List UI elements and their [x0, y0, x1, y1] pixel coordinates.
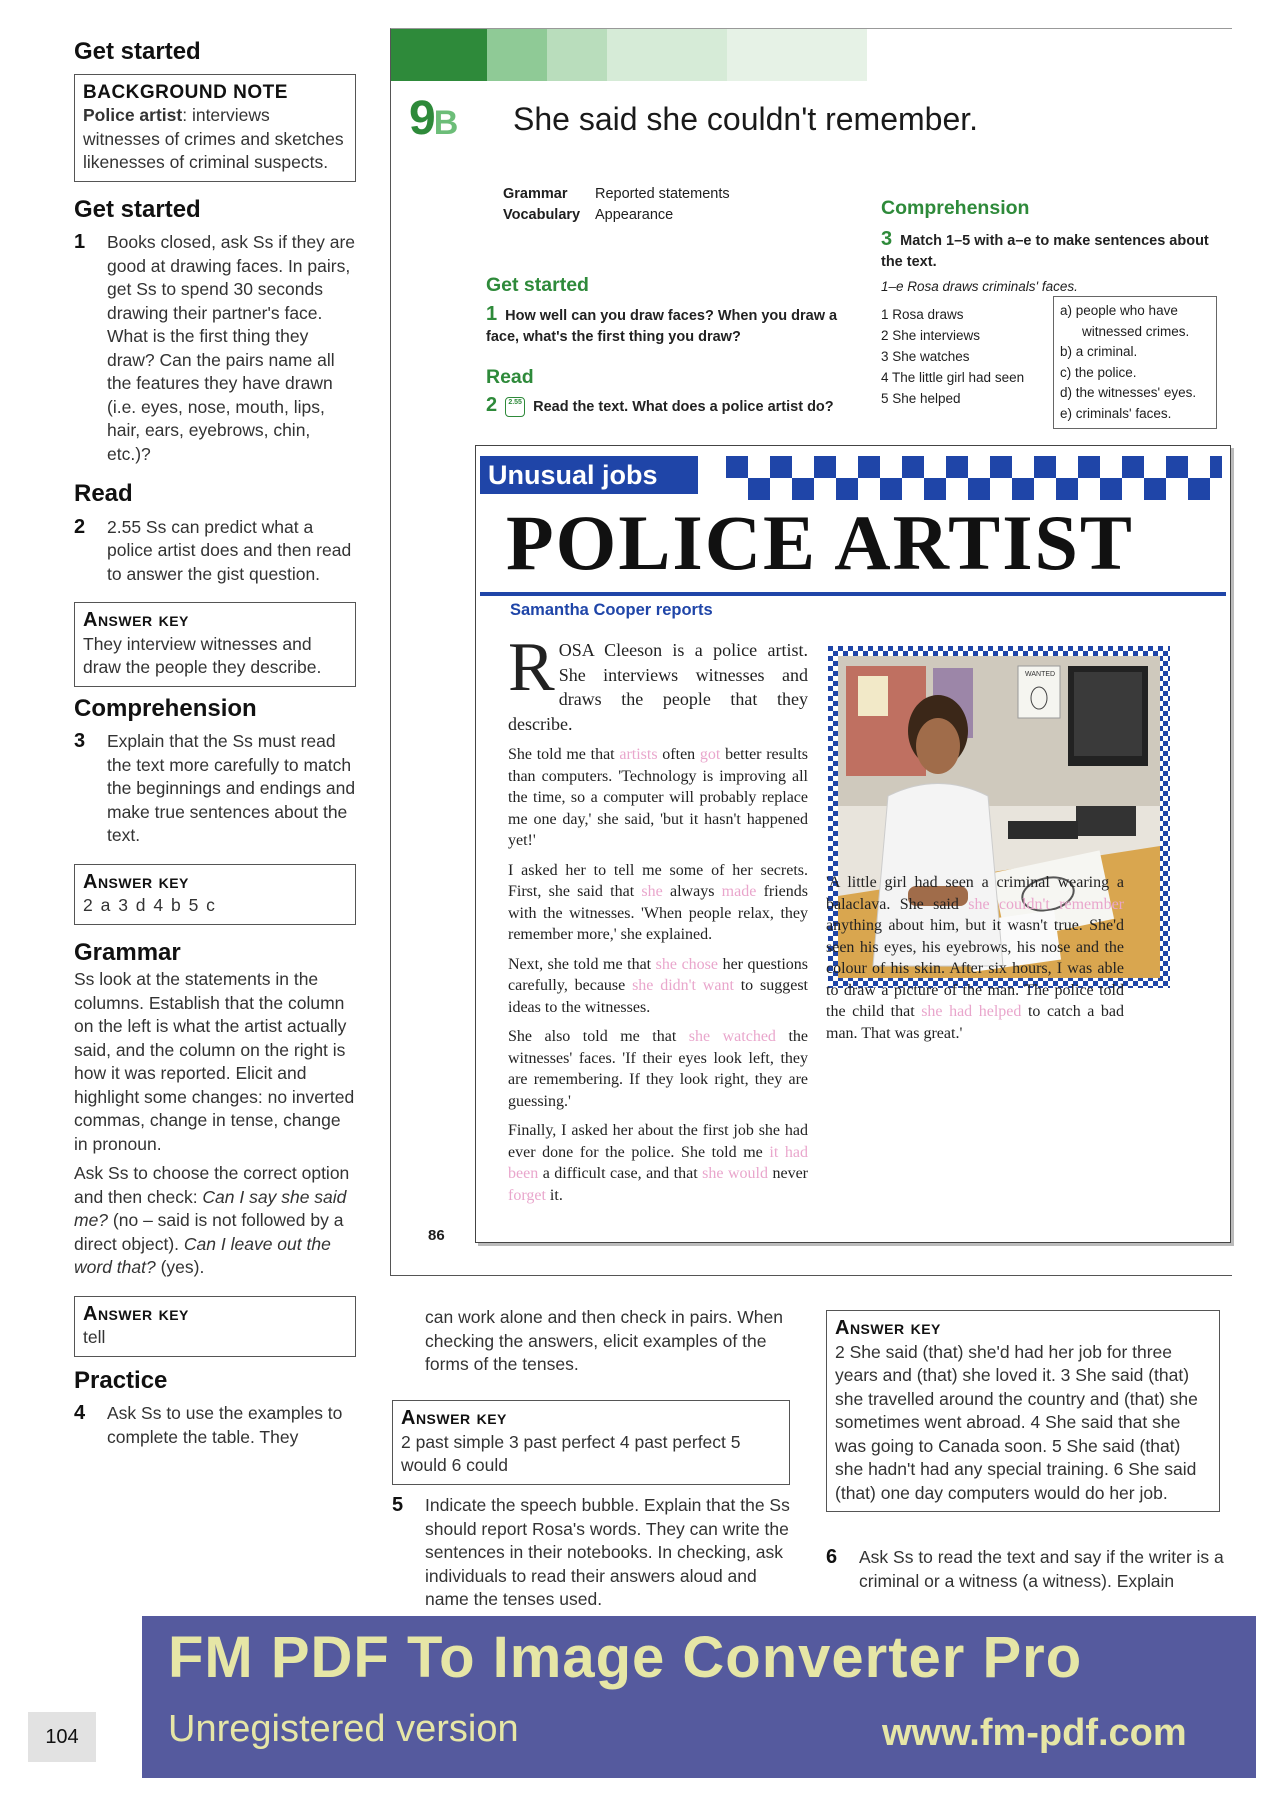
watermark-url: www.fm-pdf.com — [882, 1712, 1187, 1754]
numbered-note — [74, 516, 356, 587]
watermark-banner — [142, 1616, 1256, 1778]
numbered-note — [74, 730, 356, 848]
list-item: e) criminals' faces. — [1060, 405, 1172, 421]
list-item: c) the police. — [1060, 364, 1137, 380]
box-title: BACKGROUND NOTE — [83, 81, 288, 103]
watermark-subtitle: Unregistered version — [168, 1708, 519, 1750]
section-heading: Get started — [74, 195, 201, 223]
list-item: 2 She interviews — [881, 328, 981, 343]
question-1: 1 How well can you draw faces? When you draw a face, what's the first thing you draw? — [486, 303, 838, 345]
note-text: Ask Ss to choose the correct option and then check: Can I say she said me? (no – said is not followed by a direct object). Can I leave out the word that? (yes). — [74, 1163, 350, 1277]
match-list-beginnings — [881, 304, 1024, 409]
article-headline: POLICE ARTIST — [506, 499, 1134, 586]
note-number: 1 — [74, 231, 86, 253]
section-heading: Comprehension — [881, 197, 1030, 219]
note-number: 3 — [74, 730, 86, 752]
article-paragraph: She told me that artists often got better results than computers. 'Technology is improving all the time, so a computer will probably replace me one day,' she said, 'but it hasn't happened yet!' — [508, 746, 808, 849]
box-text: 2 a 3 d 4 b 5 c — [83, 895, 217, 915]
numbered-note — [74, 231, 356, 466]
numbered-note: 5 Indicate the speech bubble. Explain that the Ss should report Rosa's words. They can write the sentences in their notebooks. In checking, ask individuals to read their answers aloud and name the tenses used. — [392, 1494, 790, 1609]
question-3: 3 Match 1–5 with a–e to make sentences about the text. — [881, 228, 1209, 270]
lesson-title: She said she couldn't remember. — [513, 101, 979, 137]
teacher-notes-column — [74, 40, 356, 1449]
section-heading: Read — [486, 366, 534, 388]
list-item: 1 Rosa draws — [881, 307, 964, 322]
note-text: Ss look at the statements in the columns. Establish that the column on the left is what the artist actually said, and the column on the right is how it was reported. Elicit and highlight some changes: no inverted commas, change in tense, change in pronoun. — [74, 969, 355, 1154]
section-heading: Comprehension — [74, 694, 257, 722]
article-column-left — [508, 629, 809, 1214]
article-category-label: Unusual jobs — [480, 456, 698, 494]
match-list-endings — [1053, 296, 1217, 429]
header-color-bar — [391, 29, 1233, 81]
divider — [480, 592, 1226, 596]
box-text: 2 She said (that) she'd had her job for three years and (that) she loved it. 3 She said (that) she travelled around the country and (that) she sometimes went abroad. 4 She said that she was going to Canada soon. 5 She said (that) she hadn't had any special training. 6 She said (that) one day computers would do her job. — [835, 1341, 1198, 1503]
box-title: Answer key — [83, 609, 189, 631]
article-column-right — [826, 872, 1124, 1052]
article-lead: ROSA Cleeson is a police artist. She interviews witnesses and draws the people that they describe. — [508, 629, 808, 734]
answer-key-box — [74, 864, 356, 925]
list-item: d) the witnesses' eyes. — [1060, 385, 1197, 400]
unit-number: 9B — [409, 92, 457, 145]
list-item: 3 She watches — [881, 349, 970, 364]
box-title: Answer key — [83, 1302, 189, 1325]
section-heading: Get started — [74, 38, 201, 65]
box-text: They interview witnesses and draw the people they describe. — [83, 633, 322, 677]
note-text: 2.55 Ss can predict what a police artist does and then read to answer the gist question. — [107, 516, 352, 584]
note-text: Explain that the Ss must read the text more carefully to match the beginnings and endings and make true sentences about the text. — [107, 731, 356, 845]
section-heading: Practice — [74, 1366, 168, 1394]
list-item: 5 She helped — [881, 391, 961, 406]
note-number: 2 — [74, 515, 86, 538]
note-text: Ask Ss to use the examples to complete the table. They — [107, 1403, 343, 1447]
article-paragraph: 'A little girl had seen a criminal wearing a balaclava. She said she couldn't remember anything about him, but it wasn't true. She'd seen his eyes, his eyebrows, his nose and the colour of his skin. After six hours, I was able to draw a picture of the man. The police told the child that she had helped to catch a bad man. That was great.' — [826, 874, 1125, 1042]
list-item: witnessed crimes. — [1082, 323, 1190, 339]
lesson-focus: Grammar Reported statements Vocabulary Appearance — [503, 186, 730, 223]
answer-key-box — [392, 1400, 790, 1485]
article-paragraph: Finally, I asked her about the first job she had ever done for the police. She told me it had been a difficult case, and that she would never forget it. — [508, 1122, 809, 1204]
numbered-note — [74, 1402, 356, 1449]
answer-key-box — [74, 1296, 356, 1357]
audio-icon[interactable]: 2.55 — [505, 397, 525, 417]
box-text: 2 past simple 3 past perfect 4 past perfect 5 would 6 could — [401, 1431, 741, 1475]
numbered-note: 6 Ask Ss to read the text and say if the writer is a criminal or a witness (a witness). Explain — [826, 1546, 1224, 1591]
section-heading: Read — [74, 480, 133, 507]
note-number: 4 — [74, 1402, 86, 1424]
box-text — [83, 104, 347, 175]
background-note-box — [74, 74, 356, 182]
section-heading: Grammar — [74, 938, 181, 966]
article-paragraph: I asked her to tell me some of her secrets. First, she said that she always made friends with the witnesses. 'When people relax, they remember more,' she explained. — [508, 861, 809, 943]
example-sentence: 1–e Rosa draws criminals' faces. — [881, 279, 1078, 294]
answer-key-box — [74, 602, 356, 687]
police-checker-pattern — [726, 456, 1222, 500]
question-2: 2 2.55 Read the text. What does a police artist do? — [486, 394, 834, 416]
watermark-title: FM PDF To Image Converter Pro — [168, 1625, 1083, 1690]
drop-cap: R — [508, 629, 555, 706]
article-panel — [475, 445, 1231, 1243]
box-title: Answer key — [83, 870, 189, 893]
term: Police artist — [83, 105, 183, 125]
article-byline: Samantha Cooper reports — [510, 601, 713, 619]
svg-text:WANTED: WANTED — [1025, 671, 1056, 678]
list-item: b) a criminal. — [1060, 344, 1138, 359]
box-title: Answer key — [835, 1317, 941, 1339]
answer-key-box — [826, 1310, 1220, 1512]
note-text: can work alone and then check in pairs. When checking the answers, elicit examples of the forms of the tenses. — [425, 1307, 783, 1374]
article-paragraph: She also told me that she watched the witnesses' faces. 'If their eyes look left, they are remembering. If they look right, they are guessing.' — [508, 1028, 808, 1110]
section-heading: Get started — [486, 274, 589, 296]
page-number: 104 — [28, 1712, 96, 1762]
definition: : interviews witnesses of crimes and sketches likenesses of criminal suspects. — [83, 105, 344, 172]
box-text: tell — [83, 1327, 106, 1347]
article-paragraph: Next, she told me that she chose her questions carefully, because she didn't want to suggest ideas to the witnesses. — [508, 955, 808, 1016]
box-title: Answer key — [401, 1407, 507, 1429]
note-text: Books closed, ask Ss if they are good at drawing faces. In pairs, get Ss to spend 30 seconds drawing their partner's face. What is the first thing they draw? Can the pairs name all the features they have drawn (i.e. eyes, nose, mouth, lips, hair, ears, eyebrows, chin, etc.)? — [107, 232, 356, 464]
list-item: 4 The little girl had seen — [881, 370, 1025, 385]
list-item: a) people who have — [1060, 303, 1178, 318]
student-page-number: 86 — [428, 1227, 445, 1244]
